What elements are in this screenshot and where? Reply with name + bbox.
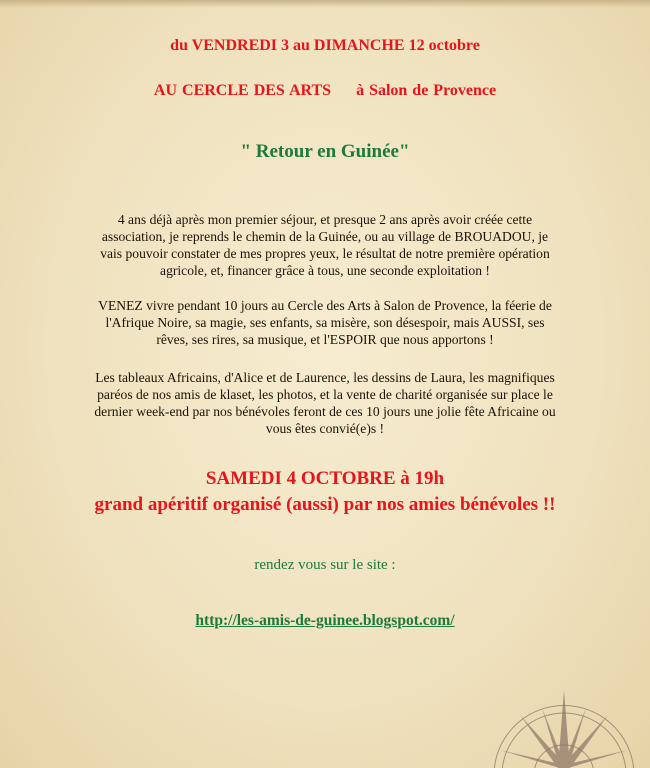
exhibition-title: " Retour en Guinée" (240, 141, 410, 162)
paragraph-line: l'Afrique Noire, sa magie, ses enfants, sa misère, son désespoir, mais AUSSI, ses (105, 315, 545, 330)
paragraph-line: dernier week-end par nos bénévoles feront de ces 10 jours une jolie fête Africaine ou (94, 404, 556, 419)
paragraph-line: agricole, et, financer grâce à tous, une seconde exploitation ! (160, 263, 490, 278)
paragraph-line: Les tableaux Africains, d'Alice et de Laurence, les dessins de Laura, les magnifiques (95, 370, 555, 385)
paragraph-line: vais pouvoir constater de mes propres yeux, le résultat de notre première opération (100, 246, 550, 261)
site-prompt: rendez vous sur le site : (254, 557, 396, 573)
paragraph-line: vous êtes convié(e)s ! (265, 421, 385, 436)
venue-line (0, 82, 650, 100)
paper-edge (0, 0, 650, 8)
paragraph-line: paréos de nos amis de klaset, les photos, et la vente de charité organisée sur place le (97, 387, 553, 402)
city: à Salon de Provence (356, 82, 497, 99)
paragraph-line: rêves, ses rires, sa musique, et l'ESPOIR que nous apportons ! (156, 332, 494, 347)
venue: AU CERCLE DES ARTS (153, 82, 332, 99)
blog-link[interactable]: http://les-amis-de-guinee.blogspot.com/ (195, 612, 455, 629)
compass-rose-icon (478, 680, 650, 768)
event-description: grand apéritif organisé (aussi) par nos amies bénévoles !! (94, 494, 556, 515)
event-dates: du VENDREDI 3 au DIMANCHE 12 octobre (170, 37, 480, 54)
event-date: SAMEDI 4 OCTOBRE à 19h (205, 468, 445, 489)
paragraph-line: VENEZ vivre pendant 10 jours au Cercle des Arts à Salon de Provence, la féerie de (98, 298, 552, 313)
paragraph-line: 4 ans déjà après mon premier séjour, et presque 2 ans après avoir créée cette (117, 212, 533, 227)
paragraph-line: association, je reprends le chemin de la Guinée, ou au village de BROUADOU, je (101, 229, 549, 244)
